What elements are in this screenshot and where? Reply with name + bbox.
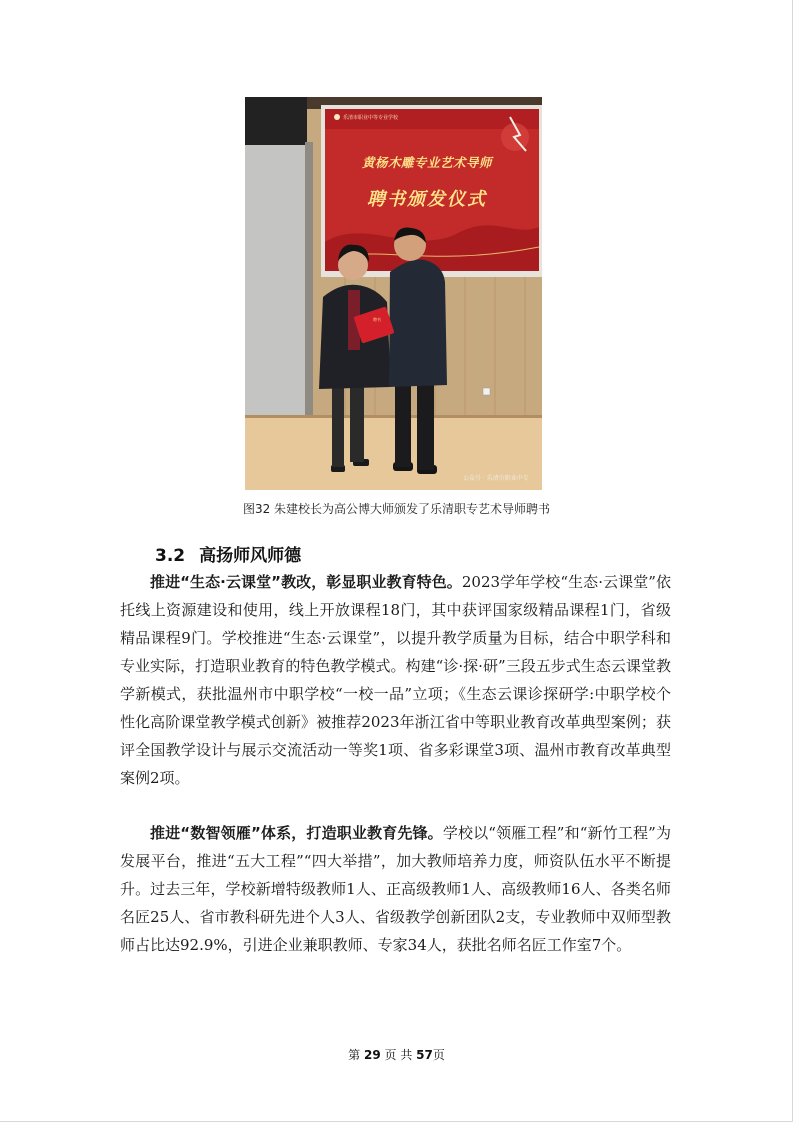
section-title: 高扬师风师德: [199, 546, 302, 566]
paragraph-1-lead: 推进“生态·云课堂”教改，彰显职业教育特色。: [150, 573, 462, 591]
paragraph-1: [120, 568, 671, 792]
figure-caption: 图32 朱建校长为高公博大师颁发了乐清职专艺术导师聘书: [242, 502, 551, 516]
slide-title-line2: 聘书颁发仪式: [367, 189, 487, 210]
door-frame: [305, 142, 313, 417]
paragraph-1-body: 2023学年学校“生态·云课堂”依托线上资源建设和使用，线上开放课程18门，其中获评国家级精品课程1门，省级精品课程9门。学校推进“生态·云课堂”，以提升教学质量为目标，结合中职学科和专业实际，打造职业教育的特色教学模式。构建“诊·探·研”三段五步式生态云课堂教学新模式，获批温州市中职学校“一校一品”立项；《生态云课诊探研学:中职学校个性化高阶课堂教学模式创新》被推荐2023年浙江省中等职业教育改革典型案例；获评全国教学设计与展示交流活动一等奖1项、省多彩课堂3项、温州市教育改革典型案例2项。: [120, 573, 672, 787]
slide-school-name: 乐清市职业中等专业学校: [343, 115, 399, 121]
wall-socket: [483, 388, 490, 395]
footer-page-number: 29: [363, 1048, 381, 1062]
paragraph-2-body: 学校以“领雁工程”和“新竹工程”为发展平台，推进“五大工程”“四大举措”，加大教师培养力度，师资队伍水平不断提升。过去三年，学校新增特级教师1人、正高级教师1人、高级教师16人、各类名师名匠25人、省市教科研先进个人3人、省级教学创新团队2支，专业教师中双师型教师占比达92.9%，引进企业兼职教师、专家34人，获批名师名匠工作室7个。: [120, 824, 671, 954]
paragraph-2: [120, 819, 671, 959]
paragraph-2-lead: 推进“数智领雁”体系，打造职业教育先锋。: [150, 824, 443, 842]
photo-watermark: 公众号 · 乐清市职业中专: [463, 475, 529, 482]
footer-total-pages: 57: [416, 1048, 433, 1062]
page-footer: [0, 1046, 793, 1063]
footer-middle: 页 共: [384, 1048, 413, 1062]
left-wall: [245, 142, 305, 417]
footer-prefix: 第: [348, 1048, 361, 1062]
school-logo-icon: [334, 114, 340, 120]
dark-corner: [245, 97, 307, 145]
section-heading: [155, 541, 301, 566]
footer-suffix: 页: [432, 1048, 445, 1062]
slide-title-line1: 黄杨木雕专业艺术导师: [361, 155, 492, 170]
certificate-label: 聘书: [373, 317, 381, 322]
ceremony-photo: [245, 97, 542, 490]
baseboard: [245, 415, 542, 418]
section-number: 3.2: [155, 546, 186, 566]
